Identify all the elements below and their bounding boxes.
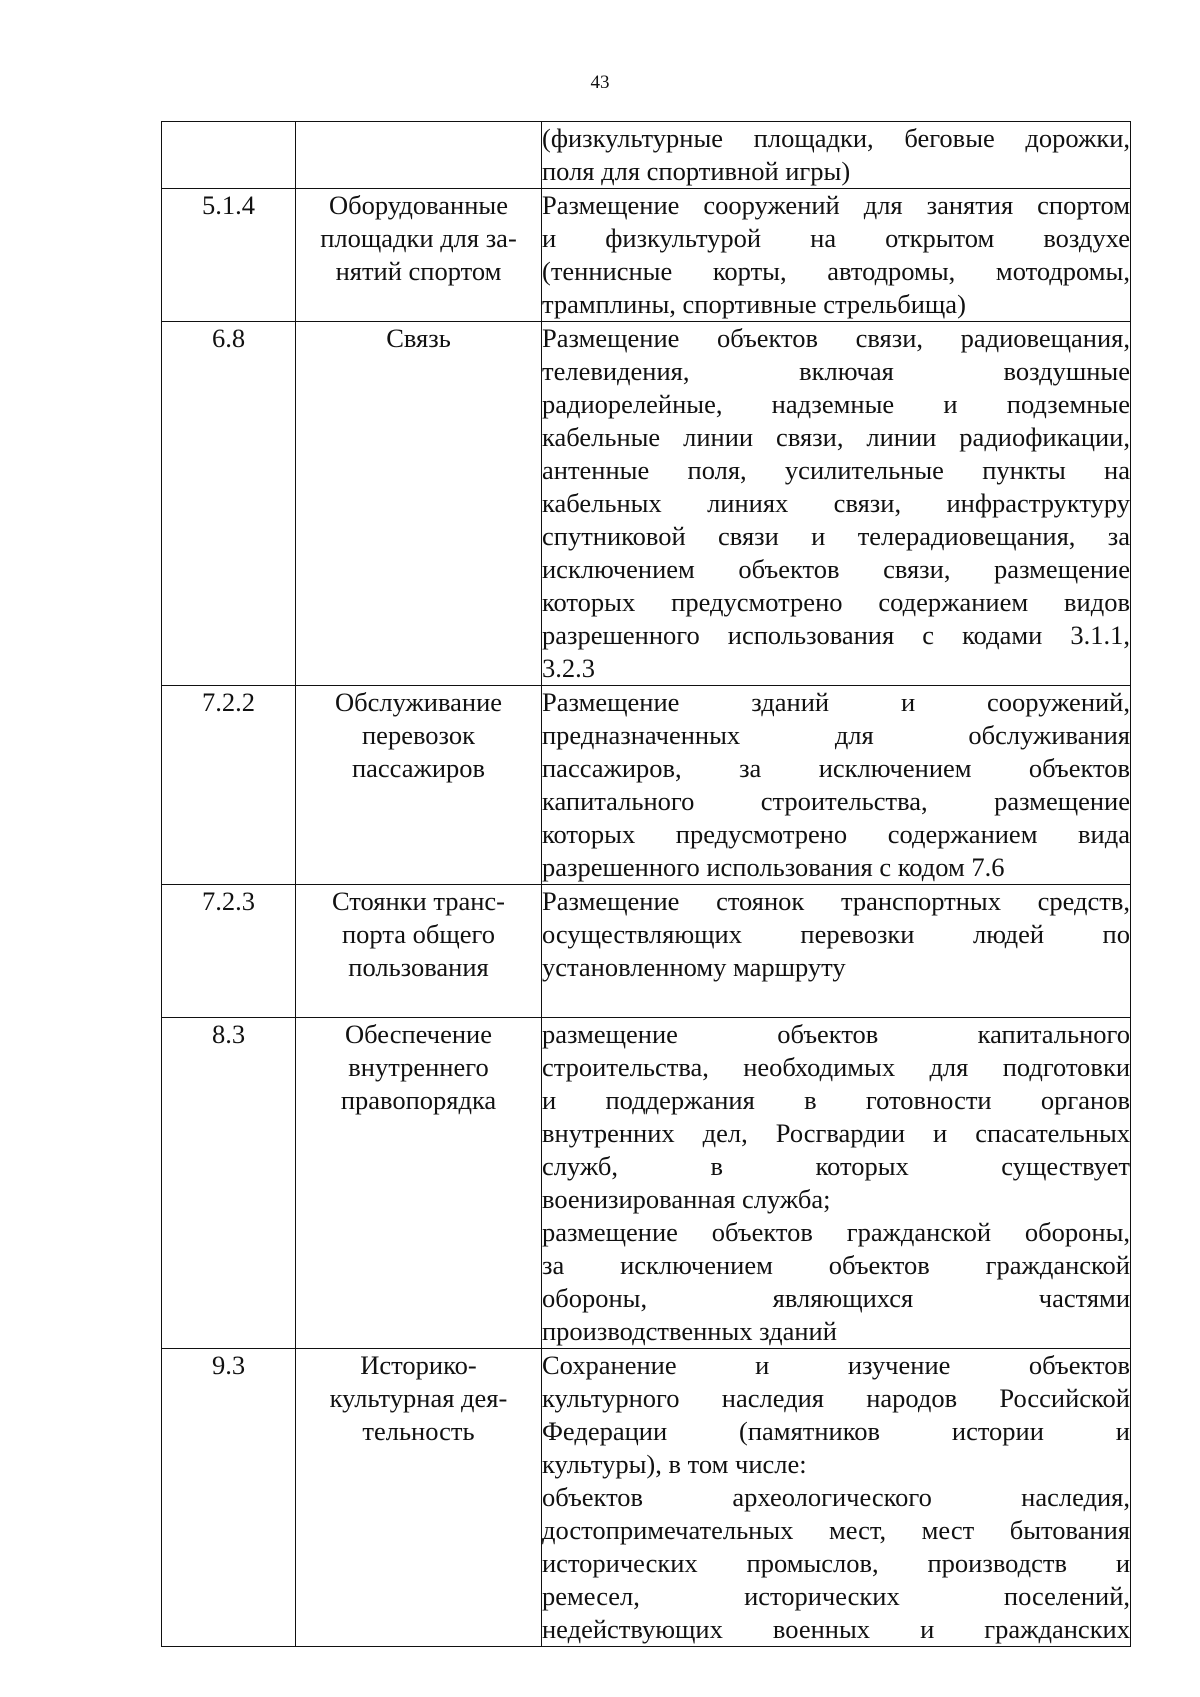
description-line: трамплины, спортивные стрельбища): [542, 289, 966, 319]
description-line: Федерации (памятников истории и: [542, 1416, 1130, 1446]
name-line: порта общего: [342, 919, 495, 949]
description-line: радиорелейные, надземные и подземные: [542, 389, 1130, 419]
name-line: Связь: [386, 323, 451, 353]
description-line: кабельные линии связи, линии радиофикации,: [542, 422, 1130, 452]
description-line: Сохранение и изучение объектов: [542, 1350, 1130, 1380]
name-line: Историко-: [360, 1350, 477, 1380]
description-line: установленному маршруту: [542, 952, 846, 982]
description-line: недействующих военных и гражданских: [542, 1614, 1130, 1644]
cell-code: 6.8: [162, 322, 296, 686]
cell-description: [542, 1018, 1131, 1349]
description-line: (теннисные корты, автодромы, мотодромы,: [542, 256, 1130, 286]
cell-name: [296, 1018, 542, 1349]
description-line: которых предусмотрено содержанием видов: [542, 587, 1130, 617]
description-line: поля для спортивной игры): [542, 156, 851, 186]
name-line: Обслуживание: [334, 687, 503, 717]
description-line: 3.2.3: [542, 653, 595, 683]
description-line: размещение объектов гражданской обороны,: [542, 1217, 1130, 1247]
table-row: [162, 189, 1131, 322]
table-row: [162, 885, 1131, 1018]
description-line: культуры), в том числе:: [542, 1449, 807, 1479]
name-line: перевозок: [362, 720, 475, 750]
cell-code: 8.3: [162, 1018, 296, 1349]
cell-description: [542, 322, 1131, 686]
table-row: [162, 1349, 1131, 1647]
description-line: пассажиров, за исключением объектов: [542, 753, 1130, 783]
table-row: [162, 122, 1131, 189]
cell-description: [542, 885, 1131, 1018]
description-line: Размещение зданий и сооружений,: [542, 687, 1130, 717]
description-line: ремесел, исторических поселений,: [542, 1581, 1130, 1611]
description-line: культурного наследия народов Российской: [542, 1383, 1130, 1413]
description-line: телевидения, включая воздушные: [542, 356, 1130, 386]
name-line: культурная дея-: [329, 1383, 508, 1413]
table-body: [162, 122, 1131, 1647]
name-line: Стоянки транс-: [331, 886, 506, 916]
cell-description: [542, 189, 1131, 322]
cell-name: [296, 686, 542, 885]
description-line: и поддержания в готовности органов: [542, 1085, 1130, 1115]
name-line: площадки для за-: [320, 223, 517, 253]
cell-description: [542, 122, 1131, 189]
description-line: достопримечательных мест, мест бытования: [542, 1515, 1130, 1545]
description-line: объектов археологического наследия,: [542, 1482, 1130, 1512]
cell-description: [542, 1349, 1131, 1647]
description-line: предназначенных для обслуживания: [542, 720, 1130, 750]
description-line: строительства, необходимых для подготовки: [542, 1052, 1130, 1082]
name-line: правопорядка: [340, 1085, 497, 1115]
cell-code: 9.3: [162, 1349, 296, 1647]
description-line: разрешенного использования с кодами 3.1.1,: [542, 620, 1130, 650]
description-line: производственных зданий: [542, 1316, 837, 1346]
cell-name: [296, 1349, 542, 1647]
cell-name: [296, 322, 542, 686]
description-line: исторических промыслов, производств и: [542, 1548, 1130, 1578]
description-line: спутниковой связи и телерадиовещания, за: [542, 521, 1130, 551]
description-line: исключением объектов связи, размещение: [542, 554, 1130, 584]
cell-name: [296, 122, 542, 189]
description-line: осуществляющих перевозки людей по: [542, 919, 1130, 949]
cell-description: [542, 686, 1131, 885]
cell-code: 5.1.4: [162, 189, 296, 322]
description-line: и физкультурой на открытом воздухе: [542, 223, 1130, 253]
table-row: [162, 322, 1131, 686]
name-line: внутреннего: [348, 1052, 489, 1082]
name-line: Обеспечение: [345, 1019, 492, 1049]
cell-name: [296, 885, 542, 1018]
description-line: Размещение объектов связи, радиовещания,: [542, 323, 1130, 353]
description-line: служб, в которых существует: [542, 1151, 1130, 1181]
description-line: размещение объектов капитального: [542, 1019, 1130, 1049]
description-line: которых предусмотрено содержанием вида: [542, 819, 1130, 849]
name-line: пассажиров: [351, 753, 486, 783]
page-number: 43: [590, 72, 610, 93]
land-use-table: [161, 121, 1131, 1647]
name-line: тельность: [362, 1416, 475, 1446]
table-row: [162, 1018, 1131, 1349]
cell-code: 7.2.2: [162, 686, 296, 885]
description-line: (физкультурные площадки, беговые дорожки,: [542, 123, 1130, 153]
table-row: [162, 686, 1131, 885]
description-line: Размещение стоянок транспортных средств,: [542, 886, 1130, 916]
description-line: Размещение сооружений для занятия спортом: [542, 190, 1130, 220]
cell-code: [162, 122, 296, 189]
name-line: Оборудованные: [329, 190, 508, 220]
description-line: капитального строительства, размещение: [542, 786, 1130, 816]
description-line: внутренних дел, Росгвардии и спасательных: [542, 1118, 1130, 1148]
cell-name: [296, 189, 542, 322]
cell-code: 7.2.3: [162, 885, 296, 1018]
description-line: за исключением объектов гражданской: [542, 1250, 1130, 1280]
name-line: нятий спортом: [335, 256, 502, 286]
description-line: [542, 984, 1130, 1017]
description-line: антенные поля, усилительные пункты на: [542, 455, 1130, 485]
description-line: военизированная служба;: [542, 1184, 831, 1214]
description-line: обороны, являющихся частями: [542, 1283, 1130, 1313]
description-line: разрешенного использования с кодом 7.6: [542, 852, 1005, 882]
description-line: кабельных линиях связи, инфраструктуру: [542, 488, 1130, 518]
name-line: пользования: [348, 952, 489, 982]
